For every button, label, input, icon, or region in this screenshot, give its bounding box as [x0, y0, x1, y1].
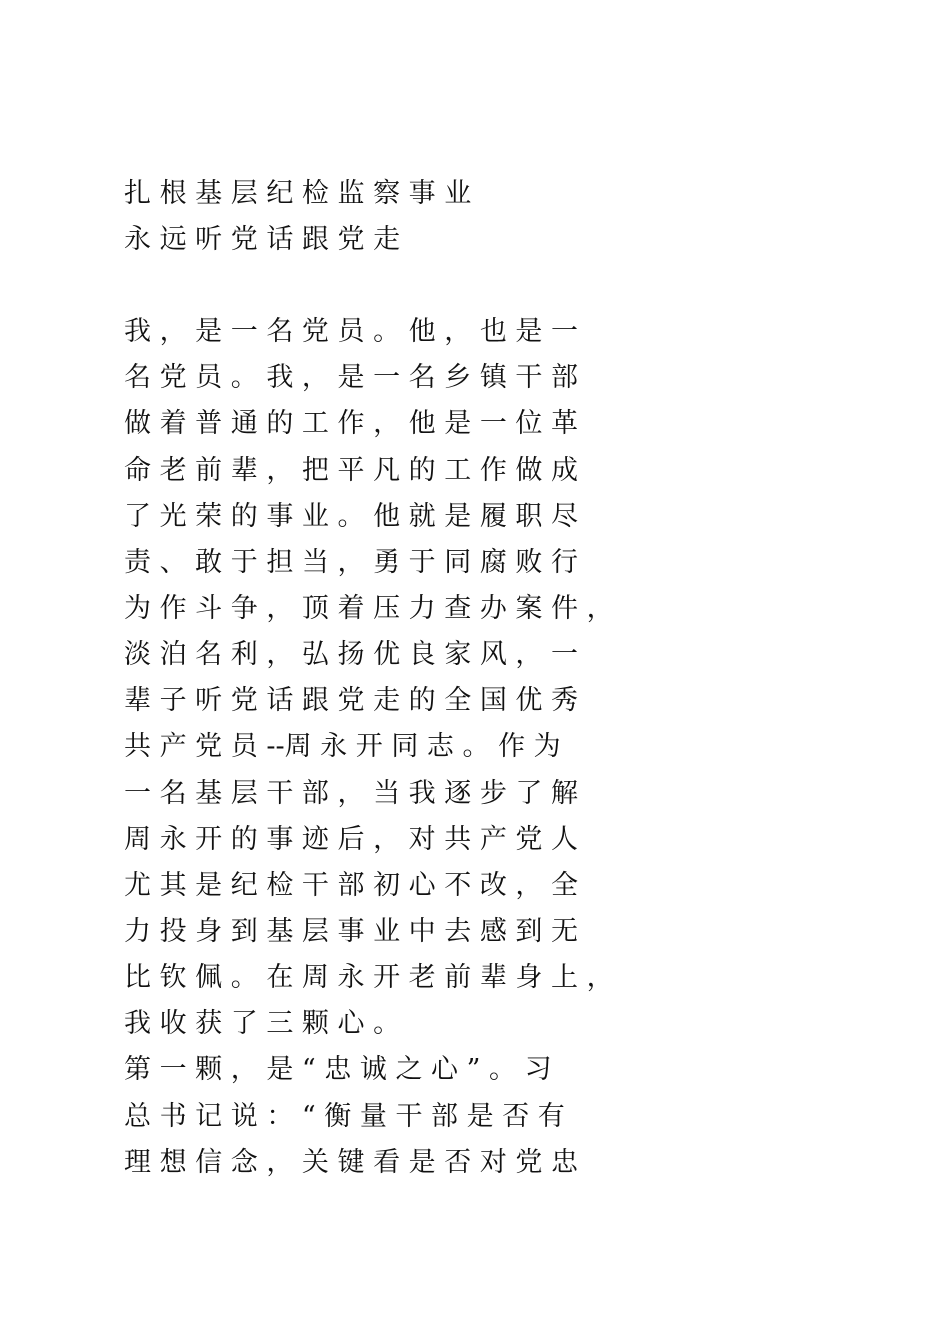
body-line: 辈 子 听 党 话 跟 党 走 的 全 国 优 秀	[124, 685, 578, 716]
body-line: 尤 其 是 纪 检 干 部 初 心 不 改 ， 全	[124, 870, 578, 901]
body-line: 力 投 身 到 基 层 事 业 中 去 感 到 无	[124, 916, 578, 947]
title-line-2: 永 远 听 党 话 跟 党 走	[124, 224, 401, 255]
body-line: 名 党 员 。 我 ， 是 一 名 乡 镇 干 部	[124, 362, 578, 393]
title-line-1: 扎 根 基 层 纪 检 监 察 事 业	[124, 178, 472, 209]
body-line: 淡 泊 名 利 ， 弘 扬 优 良 家 风 ， 一	[124, 639, 578, 670]
body-line: 总 书 记 说 ： “ 衡 量 干 部 是 否 有	[124, 1101, 565, 1132]
body-line: 为 作 斗 争 ， 顶 着 压 力 查 办 案 件 ，	[124, 593, 614, 624]
body-line: 我 ， 是 一 名 党 员 。 他 ， 也 是 一	[124, 316, 578, 347]
body-line: 了 光 荣 的 事 业 。 他 就 是 履 职 尽	[124, 501, 578, 532]
body-line: 命 老 前 辈 ， 把 平 凡 的 工 作 做 成	[124, 455, 578, 486]
body-line: 理 想 信 念 ， 关 键 看 是 否 对 党 忠	[124, 1147, 578, 1178]
body-line: 一 名 基 层 干 部 ， 当 我 逐 步 了 解	[124, 778, 578, 809]
body-line: 第 一 颗 ， 是 “ 忠 诚 之 心 ” 。 习	[124, 1054, 552, 1085]
body-line: 责 、 敢 于 担 当 ， 勇 于 同 腐 败 行	[124, 547, 578, 578]
body-line: 我 收 获 了 三 颗 心 。	[124, 1008, 401, 1039]
body-line: 共 产 党 员 --周 永 开 同 志 。 作 为	[124, 731, 561, 762]
body-line: 周 永 开 的 事 迹 后 ， 对 共 产 党 人	[124, 824, 578, 855]
body-line: 做 着 普 通 的 工 作 ， 他 是 一 位 革	[124, 408, 578, 439]
body-line: 比 钦 佩 。 在 周 永 开 老 前 辈 身 上 ，	[124, 962, 614, 993]
